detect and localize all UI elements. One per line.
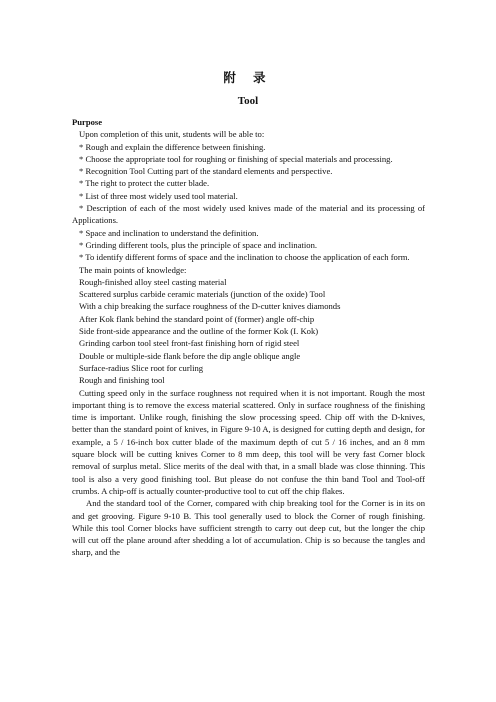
body-paragraph: And the standard tool of the Corner, compared with chip breaking tool for the Corner is in its on and get grooving. Figure 9-10 B. This tool generally used to block the Corner of rough finishing. While this tool Corner blocks have sufficient strength to carry out deep cut, but the longer the chip will cut off the plane around after shedding a lot of accumulation. Chip is so because the tangles and sharp, and the — [72, 498, 425, 558]
section-title: Tool — [237, 95, 259, 107]
document-body — [72, 116, 425, 559]
objective-item: * List of three most widely used tool material. — [79, 190, 238, 201]
objective-item: * Choose the appropriate tool for roughing or finishing of special materials and processing. — [79, 153, 393, 164]
objective-item: * The right to protect the cutter blade. — [79, 178, 210, 189]
knowledge-item: Scattered surplus carbide ceramic materials (junction of the oxide) Tool — [79, 289, 326, 300]
objective-item: * Grinding different tools, plus the principle of space and inclination. — [79, 239, 318, 250]
knowledge-item: Grinding carbon tool steel front-fast finishing horn of rigid steel — [79, 338, 300, 349]
objective-item: * To identify different forms of space and the inclination to choose the application of each form. — [79, 252, 410, 263]
knowledge-heading: The main points of knowledge: — [79, 264, 187, 275]
body-paragraph: Cutting speed only in the surface roughness not required when it is not important. Rough the most important thing is to remove the excess material scattered. Only in surface roughness of the finishing time is important. Unlike rough, finishing the slow processing speed. Chip off with the D-knives, better than the standard point of knives, in Figure 9-10 A, is designed for cutting depth and design, for example, a 5 / 16-inch box cutter blade of the maximum depth of cut 5 / 16 inches, and an 8 mm square block will be cutting knives Corner to 8 mm deep, this tool will be very fast Corner block removal of surplus metal. Slice merits of the deal with that, in a small blade was close thinning. This tool is also a very good finishing tool. But please do not confuse the thin band Tool and Tool-off crumbs. A chip-off is actually counter-productive tool to cut off the chip flakes. — [72, 387, 425, 496]
intro-text: Upon completion of this unit, students will be able to: — [79, 129, 265, 140]
knowledge-item: Surface-radius Slice root for curling — [79, 362, 204, 373]
knowledge-item: Rough and finishing tool — [79, 375, 165, 386]
knowledge-item: Side front-side appearance and the outline of the former Kok (I. Kok) — [79, 326, 319, 337]
purpose-heading: Purpose — [72, 117, 103, 127]
objective-item: * Recognition Tool Cutting part of the standard elements and perspective. — [79, 166, 333, 177]
knowledge-item: Double or multiple-side flank before the dip angle oblique angle — [79, 350, 301, 361]
knowledge-item: Rough-finished alloy steel casting material — [79, 276, 227, 287]
knowledge-item: After Kok flank behind the standard point of (former) angle off-chip — [79, 313, 315, 324]
objective-item: * Space and inclination to understand the definition. — [79, 227, 259, 238]
page-title: 附 录 — [223, 71, 273, 85]
objective-item: * Description of each of the most widely used knives made of the material and its processing of Applications. — [72, 203, 425, 226]
knowledge-item: With a chip breaking the surface roughness of the D-cutter knives diamonds — [79, 301, 341, 312]
objective-item: * Rough and explain the difference between finishing. — [79, 141, 266, 152]
